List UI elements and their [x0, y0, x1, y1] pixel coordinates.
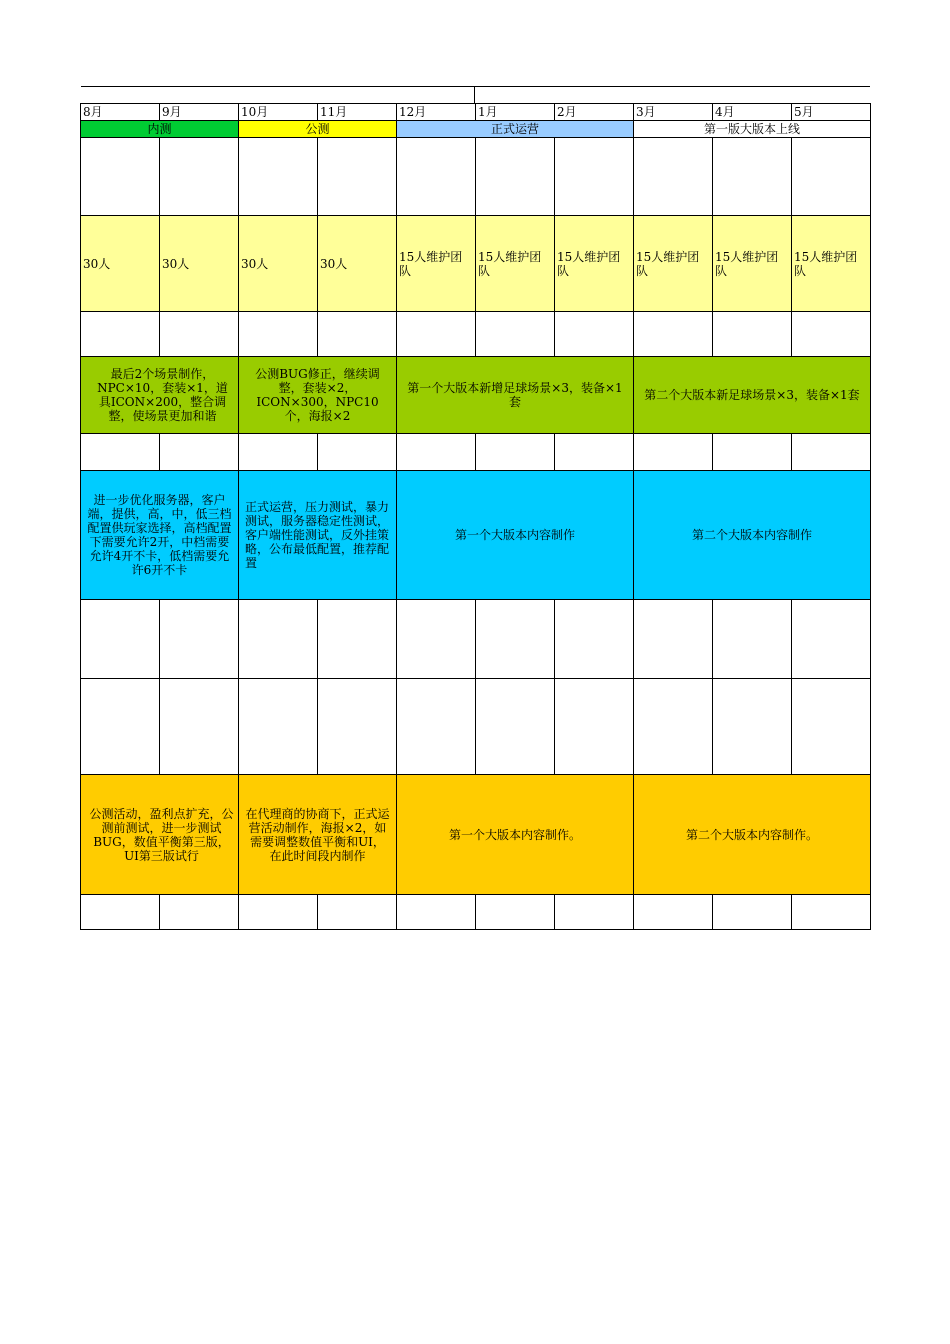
art-row — [81, 357, 871, 434]
empty-cell[interactable] — [713, 895, 792, 930]
empty-cell[interactable] — [160, 895, 239, 930]
empty-cell[interactable] — [476, 138, 555, 216]
empty-cell[interactable] — [239, 679, 318, 775]
month-cell[interactable]: 3月 — [634, 104, 713, 121]
header-rule — [81, 86, 870, 87]
program-cell[interactable]: 正式运营，压力测试，暴力测试，服务器稳定性测试，客户端性能测试，反外挂策略，公布最低配置，推荐配置 — [239, 471, 397, 600]
staff-cell[interactable]: 30人 — [160, 216, 239, 312]
program-row — [81, 471, 871, 600]
staff-cell[interactable]: 30人 — [81, 216, 160, 312]
empty-cell[interactable] — [634, 600, 713, 679]
staff-cell[interactable]: 15人维护团队 — [397, 216, 476, 312]
month-cell[interactable]: 2月 — [555, 104, 634, 121]
empty-cell[interactable] — [555, 895, 634, 930]
empty-cell[interactable] — [81, 679, 160, 775]
empty-row — [81, 138, 871, 216]
empty-cell[interactable] — [555, 600, 634, 679]
empty-cell[interactable] — [81, 600, 160, 679]
empty-cell[interactable] — [476, 895, 555, 930]
empty-cell[interactable] — [792, 895, 871, 930]
phase-public-test[interactable]: 公测 — [239, 121, 397, 138]
empty-cell[interactable] — [713, 434, 792, 471]
staff-row — [81, 216, 871, 312]
phase-operation[interactable]: 正式运营 — [397, 121, 634, 138]
planning-cell[interactable]: 第二个大版本内容制作。 — [634, 775, 871, 895]
empty-cell[interactable] — [634, 138, 713, 216]
empty-cell[interactable] — [792, 679, 871, 775]
empty-cell[interactable] — [318, 600, 397, 679]
empty-cell[interactable] — [160, 312, 239, 357]
empty-cell[interactable] — [713, 600, 792, 679]
planning-cell[interactable]: 在代理商的协商下，正式运营活动制作，海报×2，如需要调整数值平衡和UI，在此时间段内制作 — [239, 775, 397, 895]
empty-cell[interactable] — [397, 138, 476, 216]
header-divider — [474, 86, 475, 103]
program-cell[interactable]: 第一个大版本内容制作 — [397, 471, 634, 600]
planning-cell[interactable]: 第一个大版本内容制作。 — [397, 775, 634, 895]
phase-row — [81, 121, 871, 138]
phase-internal-test[interactable]: 内测 — [81, 121, 239, 138]
empty-cell[interactable] — [634, 895, 713, 930]
empty-cell[interactable] — [81, 138, 160, 216]
empty-row — [81, 312, 871, 357]
empty-cell[interactable] — [792, 600, 871, 679]
empty-cell[interactable] — [239, 138, 318, 216]
empty-cell[interactable] — [160, 434, 239, 471]
planning-cell[interactable]: 公测活动，盈利点扩充，公测前测试，进一步测试BUG，数值平衡第三版，UI第三版试行 — [81, 775, 239, 895]
empty-cell[interactable] — [397, 434, 476, 471]
empty-cell[interactable] — [634, 312, 713, 357]
staff-cell[interactable]: 15人维护团队 — [792, 216, 871, 312]
staff-cell[interactable]: 15人维护团队 — [634, 216, 713, 312]
empty-cell[interactable] — [555, 434, 634, 471]
program-cell[interactable]: 进一步优化服务器，客户端，提供，高，中，低三档配置供玩家选择，高档配置下需要允许2开，中档需要允许4开不卡，低档需要允许6开不卡 — [81, 471, 239, 600]
month-cell[interactable]: 12月 — [397, 104, 476, 121]
empty-row — [81, 600, 871, 679]
empty-cell[interactable] — [397, 600, 476, 679]
empty-cell[interactable] — [239, 600, 318, 679]
empty-cell[interactable] — [239, 895, 318, 930]
empty-row — [81, 895, 871, 930]
empty-cell[interactable] — [160, 679, 239, 775]
empty-cell[interactable] — [239, 312, 318, 357]
empty-cell[interactable] — [634, 679, 713, 775]
empty-cell[interactable] — [476, 679, 555, 775]
staff-cell[interactable]: 15人维护团队 — [713, 216, 792, 312]
month-cell[interactable]: 4月 — [713, 104, 792, 121]
empty-cell[interactable] — [81, 434, 160, 471]
art-cell[interactable]: 第一个大版本新增足球场景×3，装备×1套 — [397, 357, 634, 434]
empty-cell[interactable] — [792, 434, 871, 471]
staff-cell[interactable]: 15人维护团队 — [476, 216, 555, 312]
art-cell[interactable]: 公测BUG修正，继续调整，套装×2，ICON×300，NPC10个，海报×2 — [239, 357, 397, 434]
empty-cell[interactable] — [318, 895, 397, 930]
empty-cell[interactable] — [160, 138, 239, 216]
empty-cell[interactable] — [555, 138, 634, 216]
staff-cell[interactable]: 30人 — [318, 216, 397, 312]
staff-cell[interactable]: 30人 — [239, 216, 318, 312]
art-cell[interactable]: 第二个大版本新足球场景×3，装备×1套 — [634, 357, 871, 434]
month-cell[interactable]: 8月 — [81, 104, 160, 121]
empty-cell[interactable] — [318, 312, 397, 357]
empty-cell[interactable] — [634, 434, 713, 471]
empty-cell[interactable] — [555, 679, 634, 775]
phase-first-major-version[interactable]: 第一版大版本上线 — [634, 121, 871, 138]
empty-cell[interactable] — [318, 138, 397, 216]
month-row — [81, 104, 871, 121]
empty-cell[interactable] — [318, 679, 397, 775]
month-cell[interactable]: 5月 — [792, 104, 871, 121]
empty-cell[interactable] — [792, 138, 871, 216]
empty-cell[interactable] — [476, 312, 555, 357]
empty-cell[interactable] — [318, 434, 397, 471]
empty-row — [81, 434, 871, 471]
empty-cell[interactable] — [81, 895, 160, 930]
schedule-table — [80, 103, 871, 930]
planning-row — [81, 775, 871, 895]
empty-row — [81, 679, 871, 775]
month-cell[interactable]: 11月 — [318, 104, 397, 121]
month-cell[interactable]: 1月 — [476, 104, 555, 121]
empty-cell[interactable] — [555, 312, 634, 357]
empty-cell[interactable] — [160, 600, 239, 679]
empty-cell[interactable] — [713, 138, 792, 216]
empty-cell[interactable] — [397, 312, 476, 357]
empty-cell[interactable] — [81, 312, 160, 357]
staff-cell[interactable]: 15人维护团队 — [555, 216, 634, 312]
empty-cell[interactable] — [239, 434, 318, 471]
empty-cell[interactable] — [397, 895, 476, 930]
empty-cell[interactable] — [713, 312, 792, 357]
month-cell[interactable]: 9月 — [160, 104, 239, 121]
empty-cell[interactable] — [476, 434, 555, 471]
art-cell[interactable]: 最后2个场景制作，NPC×10，套装×1，道具ICON×200，整合调整，使场景更加和谐 — [81, 357, 239, 434]
program-cell[interactable]: 第二个大版本内容制作 — [634, 471, 871, 600]
empty-cell[interactable] — [397, 679, 476, 775]
month-cell[interactable]: 10月 — [239, 104, 318, 121]
empty-cell[interactable] — [792, 312, 871, 357]
empty-cell[interactable] — [476, 600, 555, 679]
empty-cell[interactable] — [713, 679, 792, 775]
